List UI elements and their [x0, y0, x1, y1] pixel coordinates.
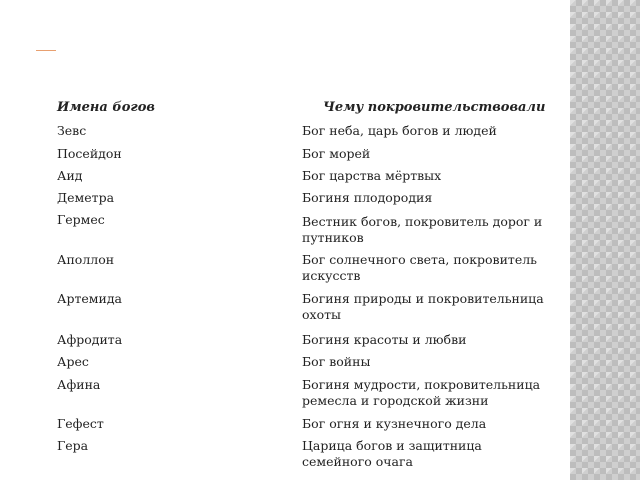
row-desc-1: Бог неба, царь богов и людей: [302, 123, 497, 138]
row-name-2: Посейдон: [57, 146, 122, 161]
row-name-11: Гефест: [57, 416, 104, 431]
row-name-7: Артемида: [57, 291, 122, 306]
row-desc-7: Богиня природы и покровительница охоты: [302, 291, 544, 322]
row-name-5: Гермес: [57, 212, 105, 227]
accent-line: [36, 50, 56, 51]
row-name-12: Гера: [57, 438, 89, 453]
row-desc-4: Богиня плодородия: [302, 190, 433, 205]
row-desc-2: Бог морей: [302, 146, 371, 161]
header-names: Имена богов: [57, 100, 155, 115]
row-desc-12: Царица богов и защитница семейного очага: [302, 438, 482, 469]
row-name-10: Афина: [57, 377, 101, 392]
row-desc-8: Богиня красоты и любви: [302, 332, 467, 347]
row-name-3: Аид: [57, 168, 83, 183]
row-desc-6: Бог солнечного света, покровитель искусств: [302, 252, 537, 283]
row-name-9: Арес: [57, 354, 89, 369]
row-desc-5: Вестник богов, покровитель дорог и путников: [302, 214, 543, 245]
row-name-1: Зевс: [57, 123, 87, 138]
row-name-8: Афродита: [57, 332, 123, 347]
row-desc-10: Богиня мудрости, покровительница ремесла и городской жизни: [302, 377, 541, 408]
row-name-6: Аполлон: [57, 252, 115, 267]
row-name-4: Деметра: [57, 190, 115, 205]
header-description: Чему покровительствовали: [323, 100, 546, 115]
row-desc-11: Бог огня и кузнечного дела: [302, 416, 487, 431]
decorative-pattern-strip: [570, 0, 640, 480]
row-desc-3: Бог царства мёртвых: [302, 168, 442, 183]
row-desc-9: Бог войны: [302, 354, 371, 369]
